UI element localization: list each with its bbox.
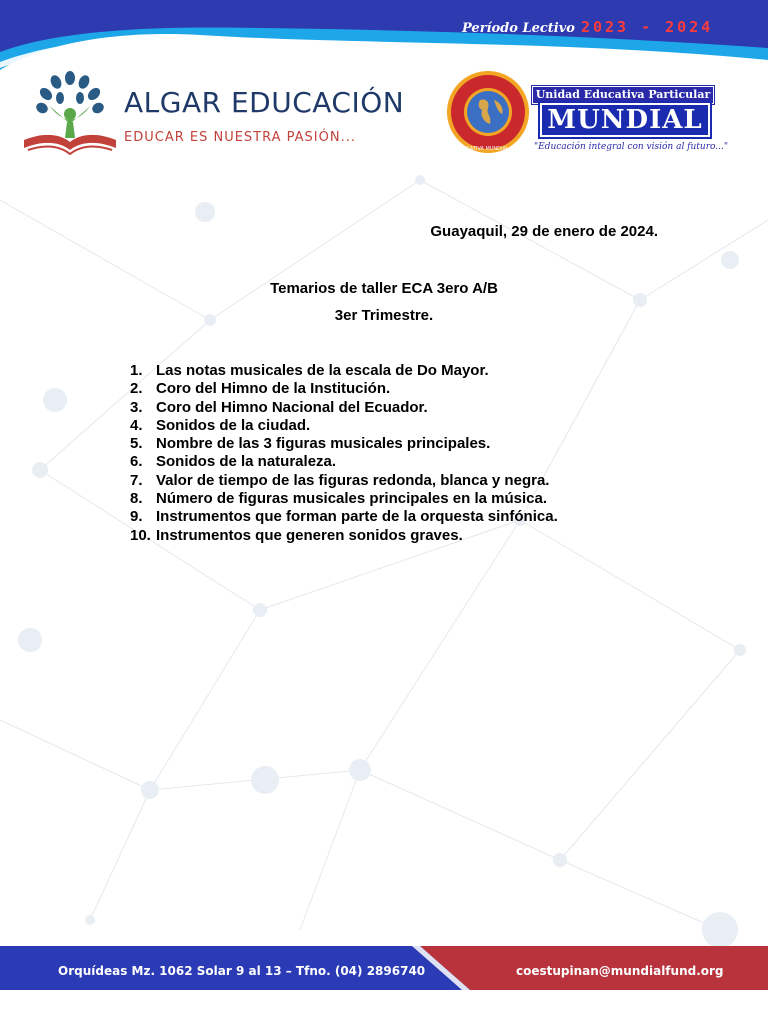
list-text: Coro del Himno Nacional del Ecuador. [156,398,428,416]
list-text: Número de figuras musicales principales en la música. [156,490,547,508]
period-label: Período Lectivo [462,21,575,36]
list-item [130,508,558,526]
list-text: Sonidos de la naturaleza. [156,453,337,471]
list-number: 4. [130,416,143,434]
school-period [462,18,713,36]
list-item [130,435,558,453]
algar-name: ALGAR EDUCACIÓN [124,86,405,119]
algar-logo [20,68,410,158]
mundial-top-label: Unidad Educativa Particular [532,86,714,104]
list-number: 9. [130,508,143,526]
list-item [130,527,558,545]
list-item [130,490,558,508]
footer-email: coestupinan@mundialfund.org [516,964,724,978]
algar-tagline: EDUCAR ES NUESTRA PASIÓN... [124,130,356,145]
school-seal-icon [434,70,542,154]
mundial-logo [434,68,744,160]
list-text: Instrumentos que forman parte de la orquesta sinfónica. [156,508,558,526]
list-number: 5. [130,435,143,453]
period-years: 2023 - 2024 [580,18,714,36]
document-title: Temarios de taller ECA 3ero A/B [270,280,498,297]
topics-list [130,362,558,545]
list-item [130,453,558,471]
list-number: 2. [130,380,143,398]
footer-address: Orquídeas Mz. 1062 Solar 9 al 13 – Tfno. (04) 2896740 [58,964,426,978]
list-item [130,380,558,398]
seal-text: UNIDAD EDUCATIVA MUNDIAL · GUAYAQUIL [434,146,542,152]
list-text: Las notas musicales de la escala de Do Mayor. [156,362,489,379]
list-number: 6. [130,453,143,471]
list-number: 10. [130,526,151,544]
list-text: Valor de tiempo de las figuras redonda, blanca y negra. [156,471,550,489]
mundial-name: MUNDIAL [540,103,710,137]
document-subtitle: 3er Trimestre. [334,307,434,324]
list-item [130,472,558,490]
document-date: Guayaquil, 29 de enero de 2024. [430,223,658,240]
list-text: Coro del Himno de la Institución. [156,380,391,398]
list-text: Sonidos de la ciudad. [156,416,311,434]
list-text: Instrumentos que generen sonidos graves. [156,526,463,544]
list-text: Nombre de las 3 figuras musicales principales. [156,435,491,453]
list-item [130,362,558,380]
book-tree-icon [20,68,120,158]
list-item [130,417,558,435]
list-number: 1. [130,362,143,379]
list-number: 3. [130,398,143,416]
list-item [130,399,558,417]
list-number: 7. [130,471,143,489]
mundial-slogan: "Educación integral con visión al futuro..." [533,142,729,152]
list-number: 8. [130,490,143,508]
